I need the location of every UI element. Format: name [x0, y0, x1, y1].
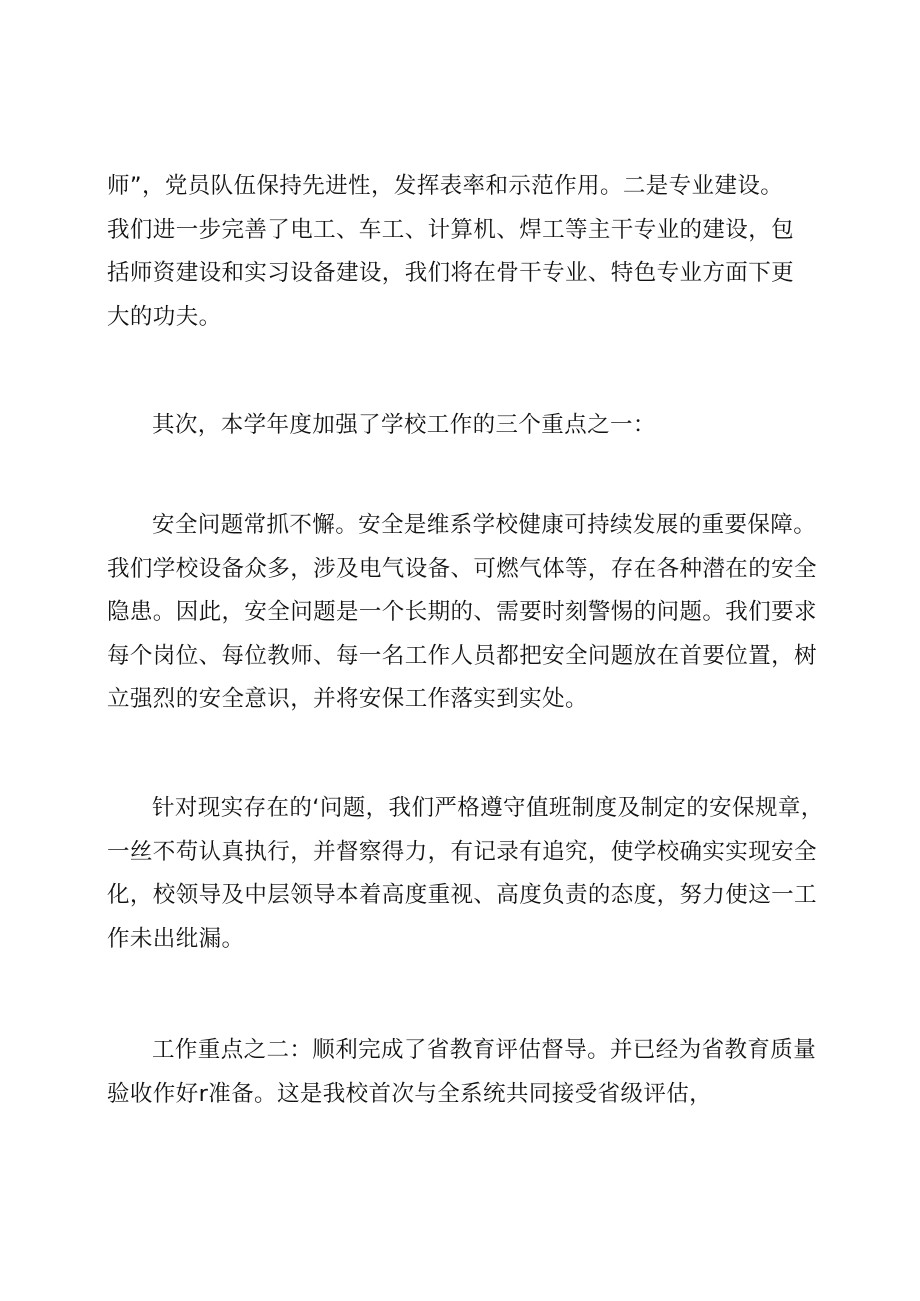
- text-line: 验收作好r准备。这是我校首次与全系统共同接受省级评估，: [107, 1080, 713, 1107]
- paragraph-key-points-intro: [107, 404, 832, 448]
- text-line: 一丝不苟认真执行，并督察得力，有记录有追究，使学校确实实现安全: [107, 838, 817, 865]
- text-line: 化，校领导及中层领导本着高度重视、高度负责的态度，努力使这一工: [107, 882, 817, 908]
- paragraph-evaluation: [107, 1029, 832, 1116]
- paragraph-party-and-specialty: [107, 165, 832, 339]
- text-line: 括师资建设和实习设备建设，我们将在骨干专业、特色专业方面下更: [107, 260, 795, 286]
- text-line: 隐患。因此，安全问题是一个长期的、需要时刻警惕的问题。我们要求: [107, 599, 817, 625]
- paragraph-safety: [107, 504, 832, 722]
- text-line: 立强烈的安全意识，并将安保工作落实到实处。: [107, 686, 588, 712]
- text-line: 我们进一步完善了电工、车工、计算机、焊工等主干专业的建设，包: [107, 216, 795, 243]
- text-line: 工作重点之二：顺利完成了省教育评估督导。并已经为省教育质量: [152, 1037, 817, 1063]
- text-line: 安全问题常抓不懈。安全是维系学校健康可持续发展的重要保障。: [152, 512, 817, 538]
- text-line: 我们学校设备众多，涉及电气设备、可燃气体等，存在各种潜在的安全: [107, 555, 817, 582]
- text-line: 师”，党员队伍保持先进性，发挥表率和示范作用。二是专业建设。: [107, 173, 784, 199]
- text-line: 其次，本学年度加强了学校工作的三个重点之一：: [152, 412, 656, 438]
- text-line: 大的功夫。: [107, 303, 222, 330]
- text-line: 每个岗位、每位教师、每一名工作人员都把安全问题放在首要位置，树: [107, 642, 817, 669]
- paragraph-duty-rules: [107, 787, 832, 961]
- text-line: 作未出纰漏。: [107, 925, 245, 952]
- text-line: 针对现实存在的‘问题，我们严格遵守值班制度及制定的安保规章，: [152, 795, 824, 821]
